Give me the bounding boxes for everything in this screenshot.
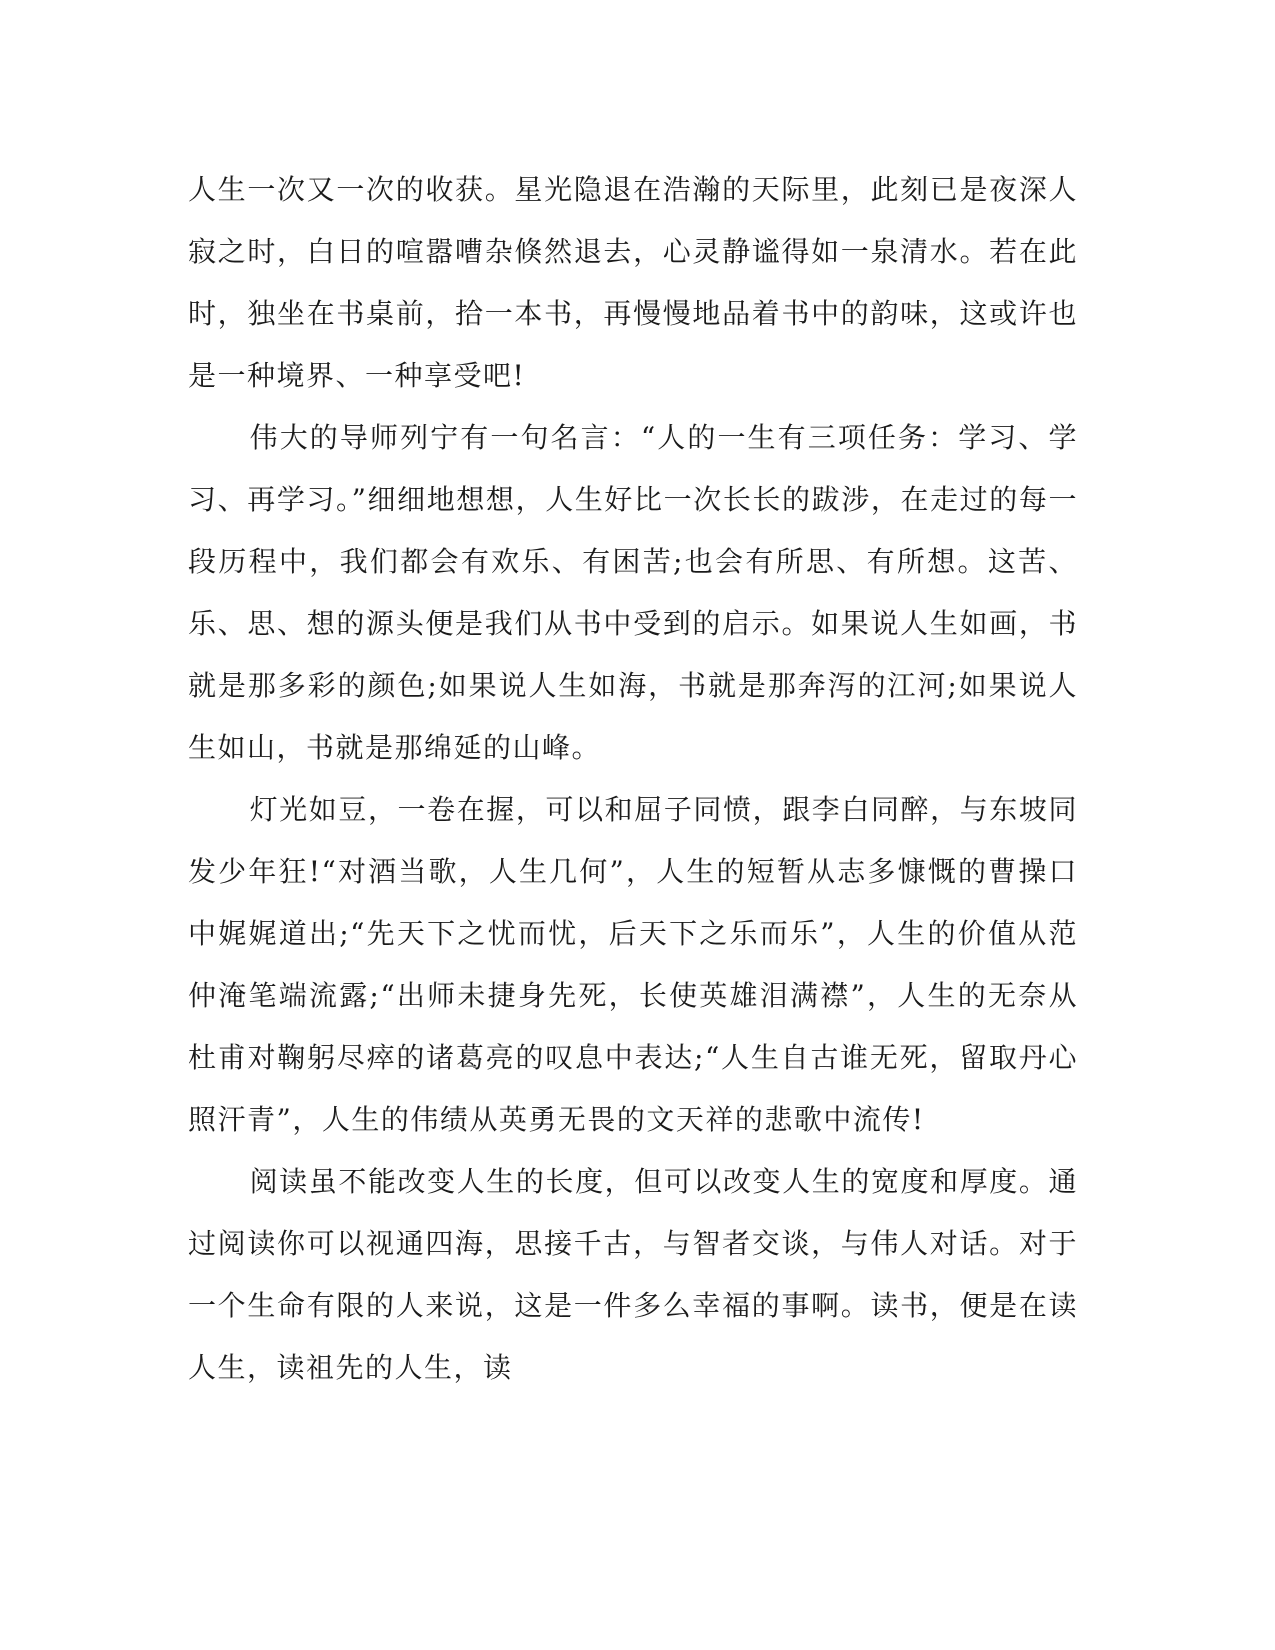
paragraph-4: 阅读虽不能改变人生的长度，但可以改变人生的宽度和厚度。通过阅读你可以视通四海，思接千古，与智者交谈，与伟人对话。对于一个生命有限的人来说，这是一件多么幸福的事啊。读书，便是在读人生，读祖先的人生，读 (188, 1165, 1078, 1384)
paragraph-1: 人生一次又一次的收获。星光隐退在浩瀚的天际里，此刻已是夜深人寂之时，白日的喧嚣嘈杂倏然退去，心灵静谧得如一泉清水。若在此时，独坐在书桌前，拾一本书，再慢慢地品着书中的韵味，这或许也是一种境界、一种享受吧! (188, 173, 1078, 392)
document-body (188, 159, 1078, 1399)
paragraph-3: 灯光如豆，一卷在握，可以和屈子同愤，跟李白同醉，与东坡同发少年狂!“对酒当歌，人生几何”，人生的短暂从志多慷慨的曹操口中娓娓道出;“先天下之忧而忧，后天下之乐而乐”，人生的价值从范仲淹笔端流露;“出师未捷身先死，长使英雄泪满襟”，人生的无奈从杜甫对鞠躬尽瘁的诸葛亮的叹息中表达;“人生自古谁无死，留取丹心照汗青”，人生的伟绩从英勇无畏的文天祥的悲歌中流传! (188, 793, 1078, 1136)
paragraph-2: 伟大的导师列宁有一句名言：“人的一生有三项任务：学习、学习、再学习。”细细地想想，人生好比一次长长的跋涉，在走过的每一段历程中，我们都会有欢乐、有困苦;也会有所思、有所想。这苦、乐、思、想的源头便是我们从书中受到的启示。如果说人生如画，书就是那多彩的颜色;如果说人生如海，书就是那奔泻的江河;如果说人生如山，书就是那绵延的山峰。 (188, 421, 1078, 764)
